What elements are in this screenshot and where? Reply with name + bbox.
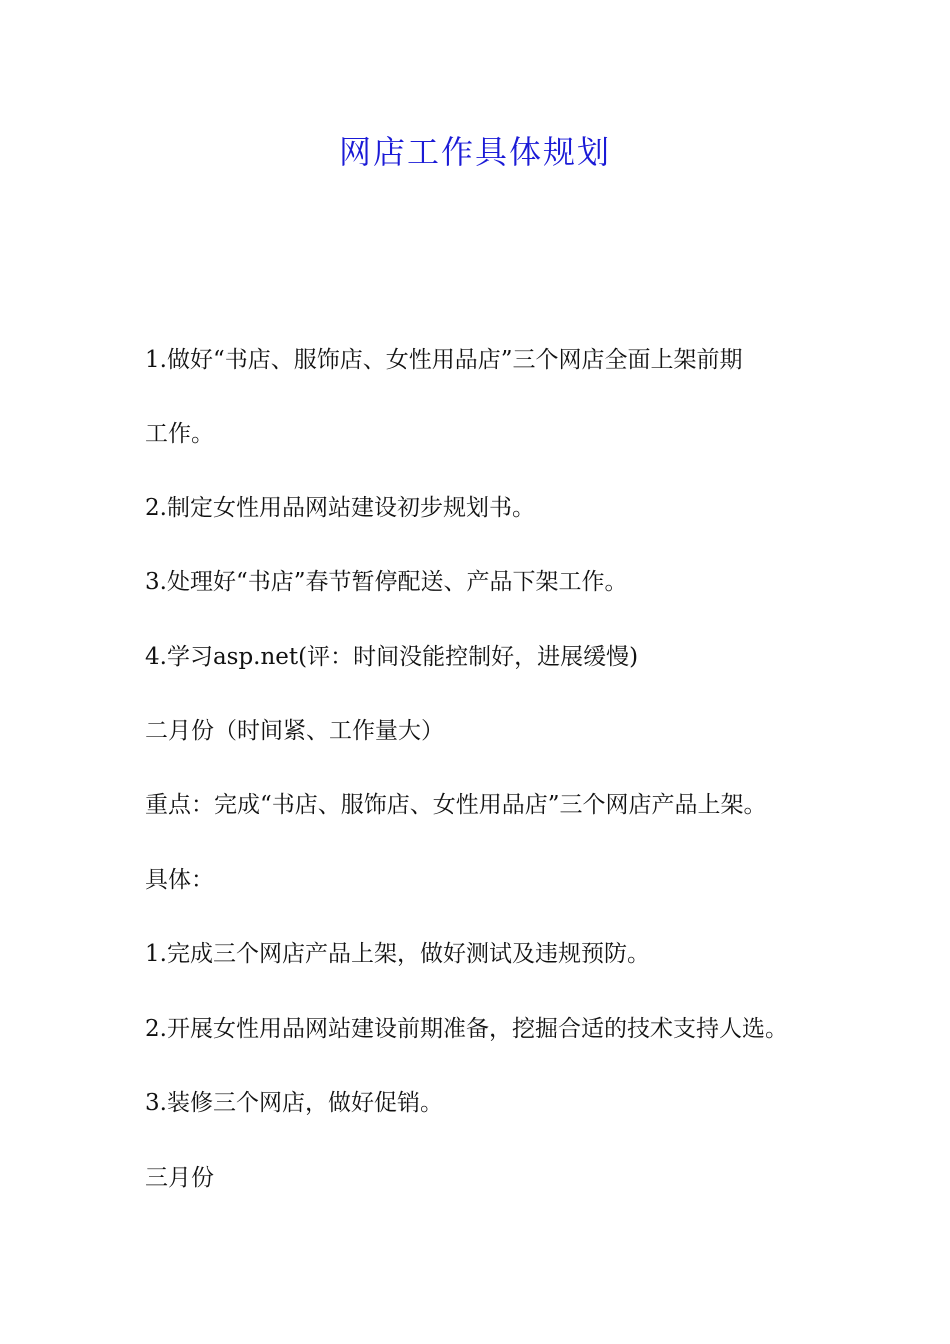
paragraph-line: 三月份 (145, 1165, 214, 1191)
paragraph-line: 1.完成三个网店产品上架，做好测试及违规预防。 (145, 941, 650, 967)
paragraph-line: 工作。 (145, 421, 214, 447)
paragraph-line: 重点：完成“书店、服饰店、女性用品店”三个网店产品上架。 (145, 792, 767, 818)
document-title: 网店工作具体规划 (338, 133, 611, 171)
paragraph-line: 2.开展女性用品网站建设前期准备，挖掘合适的技术支持人选。 (145, 1016, 788, 1042)
paragraph-line: 4.学习asp.net(评：时间没能控制好，进展缓慢) (145, 644, 639, 670)
paragraph-line: 3.装修三个网店，做好促销。 (145, 1090, 443, 1116)
paragraph-line: 2.制定女性用品网站建设初步规划书。 (145, 495, 535, 521)
paragraph-line: 1.做好“书店、服饰店、女性用品店”三个网店全面上架前期 (145, 347, 743, 373)
paragraph-line: 二月份（时间紧、工作量大） (145, 718, 444, 744)
paragraph-line: 具体： (145, 867, 214, 893)
paragraph-line: 3.处理好“书店”春节暂停配送、产品下架工作。 (145, 569, 628, 595)
